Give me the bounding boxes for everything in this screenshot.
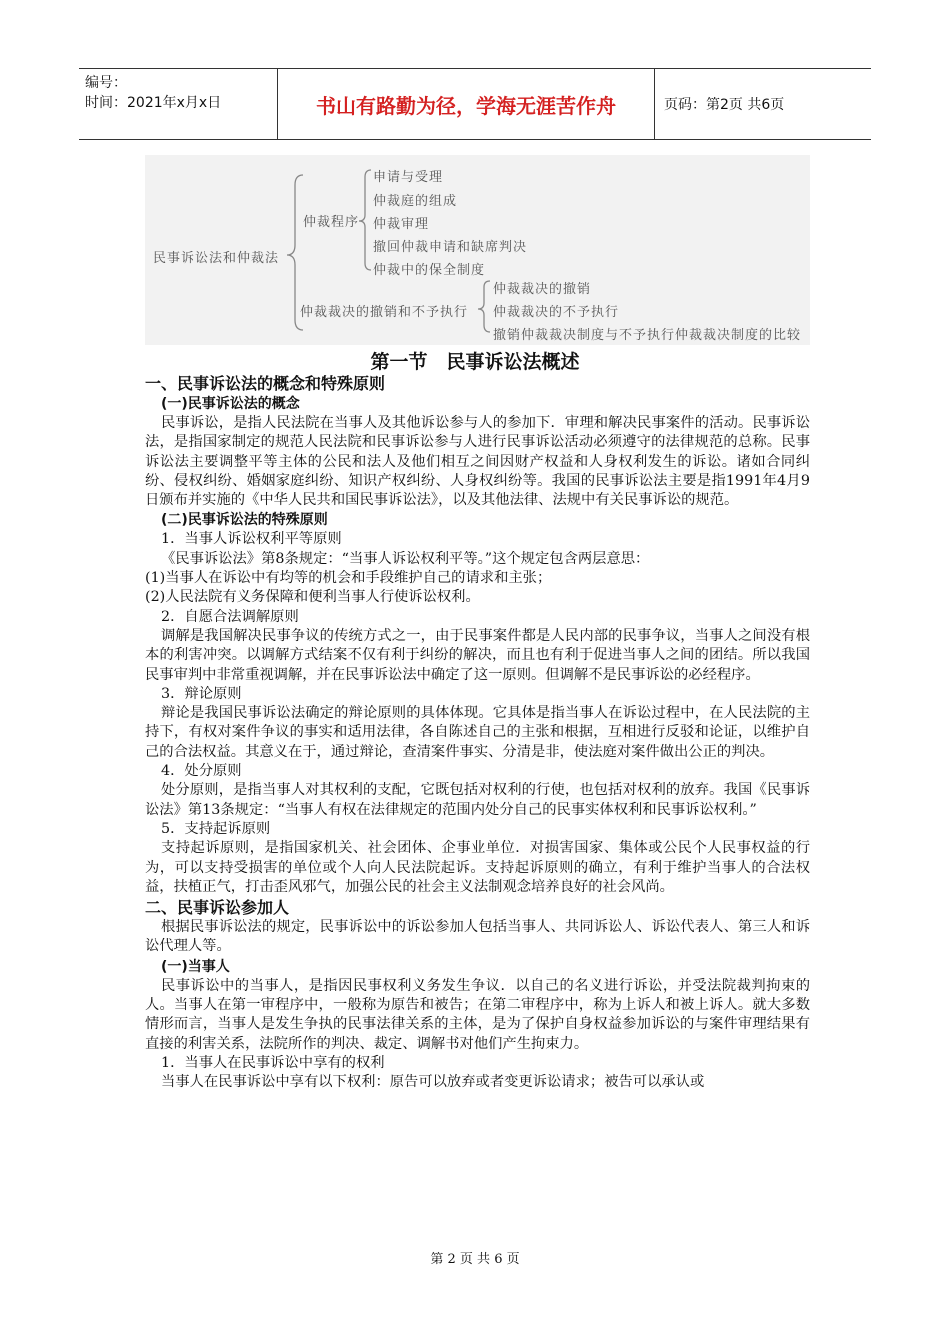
diagram-branch2: 仲裁裁决的撤销和不予执行	[300, 305, 469, 320]
diagram-leaf: 仲裁中的保全制度	[373, 263, 486, 278]
list-item: 4．处分原则	[161, 763, 242, 780]
outline-diagram	[145, 155, 810, 345]
brace-branch1	[359, 170, 371, 270]
page-header	[79, 68, 871, 140]
paragraph: 民事诉讼中的当事人，是指因民事权利义务发生争议．以自己的名义进行诉讼，并受法院裁判拘束的人。当事人在第一审程序中，一般称为原告和被告；在第二审程序中，称为上诉人和被上诉人。就大多数情形而言，当事人是发生争执的民事法律关系的主体，是为了保护自身权益参加诉讼的与案件审理结果有直接的利害关系，法院所作的判决、裁定、调解书对他们产生拘束力。	[145, 977, 810, 1052]
heading-1: 二、民事诉讼参加人	[145, 898, 290, 918]
section-title: 第一节 民事诉讼法概述	[370, 351, 580, 373]
paragraph: 支持起诉原则，是指国家机关、社会团体、企事业单位．对损害国家、集体或公民个人民事权益的行为，可以支持受损害的单位或个人向人民法院起诉。支持起诉原则的确立，有利于维护当事人的合法权益，扶植正气，打击歪风邪气，加强公民的社会主义法制观念培养良好的社会风尚。	[145, 840, 810, 895]
list-item: 3．辩论原则	[161, 685, 242, 702]
paragraph: 处分原则，是指当事人对其权利的支配，它既包括对权利的行使，也包括对权利的放弃。我国《民事诉讼法》第13条规定：“当事人有权在法律规定的范围内处分自己的民事实体权利和民事诉讼权利。”	[145, 782, 810, 818]
heading-2: (一)民事诉讼法的概念	[161, 396, 300, 412]
paragraph: 当事人在民事诉讼中享有以下权利：原告可以放弃或者变更诉讼请求；被告可以承认或	[161, 1074, 705, 1091]
diagram-leaf: 撤回仲裁申请和缺席判决	[373, 240, 528, 255]
diagram-leaf: 仲裁裁决的不予执行	[493, 305, 620, 320]
diagram-leaf: 仲裁审理	[373, 217, 430, 232]
number-label: 编号：	[85, 75, 127, 91]
date-label: 时间：2021年x月x日	[85, 95, 222, 111]
paragraph: (1)当事人在诉讼中有均等的机会和手段维护自己的请求和主张；	[145, 570, 552, 587]
paragraph: 民事诉讼，是指人民法院在当事人及其他诉讼参与人的参加下．审理和解决民事案件的活动。民事诉讼法，是指国家制定的规范人民法院和民事诉讼参与人进行民事诉讼活动必须遵守的法律规范的总称。民事诉讼法主要调整平等主体的公民和法人及他们相互之间因财产权益和人身权利发生的诉讼。诸如合同纠纷、侵权纠纷、婚姻家庭纠纷、知识产权纠纷、人身权纠纷等。我国的民事诉讼法主要是指1991年4月9日颁布并实施的《中华人民共和国民事诉讼法》，以及其他法律、法规中有关民事诉讼的规范。	[145, 415, 810, 509]
diagram-root: 民事诉讼法和仲裁法	[153, 251, 280, 266]
heading-1: 一、民事诉讼法的概念和特殊原则	[145, 374, 386, 393]
paragraph: 根据民事诉讼法的规定，民事诉讼中的诉讼参加人包括当事人、共同诉讼人、诉讼代表人、第三人和诉讼代理人等。	[145, 919, 810, 955]
heading-2: (二)民事诉讼法的特殊原则	[161, 512, 328, 529]
main-content	[145, 373, 810, 1093]
list-item: 1．当事人诉讼权利平等原则	[161, 531, 342, 548]
diagram-leaf: 仲裁庭的组成	[373, 194, 458, 209]
paragraph: 《民事诉讼法》第8条规定：“当事人诉讼权利平等。”这个规定包含两层意思：	[161, 550, 650, 567]
heading-2: (一)当事人	[161, 958, 230, 975]
header-motto: 书山有路勤为径，学海无涯苦作舟	[278, 69, 655, 139]
diagram-leaf: 申请与受理	[373, 170, 444, 185]
list-item: 2．自愿合法调解原则	[161, 608, 299, 625]
paragraph: (2)人民法院有义务保障和便利当事人行使诉讼权利。	[145, 589, 480, 606]
header-page-info: 页码：第2页 共6页	[664, 97, 785, 113]
diagram-leaf: 撤销仲裁裁决制度与不予执行仲裁裁决制度的比较	[493, 328, 802, 343]
brace-branch2	[478, 281, 490, 332]
list-item: 5．支持起诉原则	[161, 820, 271, 837]
header-meta	[79, 69, 278, 139]
paragraph: 辩论是我国民事诉讼法确定的辩论原则的具体体现。它具体是指当事人在诉讼过程中，在人民法院的主持下，有权对案件争议的事实和适用法律，各自陈述自己的主张和根据，互相进行反驳和论证，以维护自己的合法权益。其意义在于，通过辩论，查清案件事实、分清是非，使法庭对案件做出公正的判决。	[145, 705, 810, 760]
paragraph: 调解是我国解决民事争议的传统方式之一，由于民事案件都是人民内部的民事争议，当事人之间没有根本的利害冲突。以调解方式结案不仅有利于纠纷的解决，而且也有利于促进当事人之间的团结。所以我国民事审判中非常重视调解，并在民事诉讼法中确定了这一原则。但调解不是民事诉讼的必经程序。	[145, 627, 810, 683]
page-footer: 第 2 页 共 6 页	[430, 1252, 520, 1267]
list-item: 1．当事人在民事诉讼中享有的权利	[161, 1054, 385, 1071]
diagram-leaf: 仲裁裁决的撤销	[493, 282, 592, 297]
diagram-branch1: 仲裁程序	[303, 215, 360, 230]
